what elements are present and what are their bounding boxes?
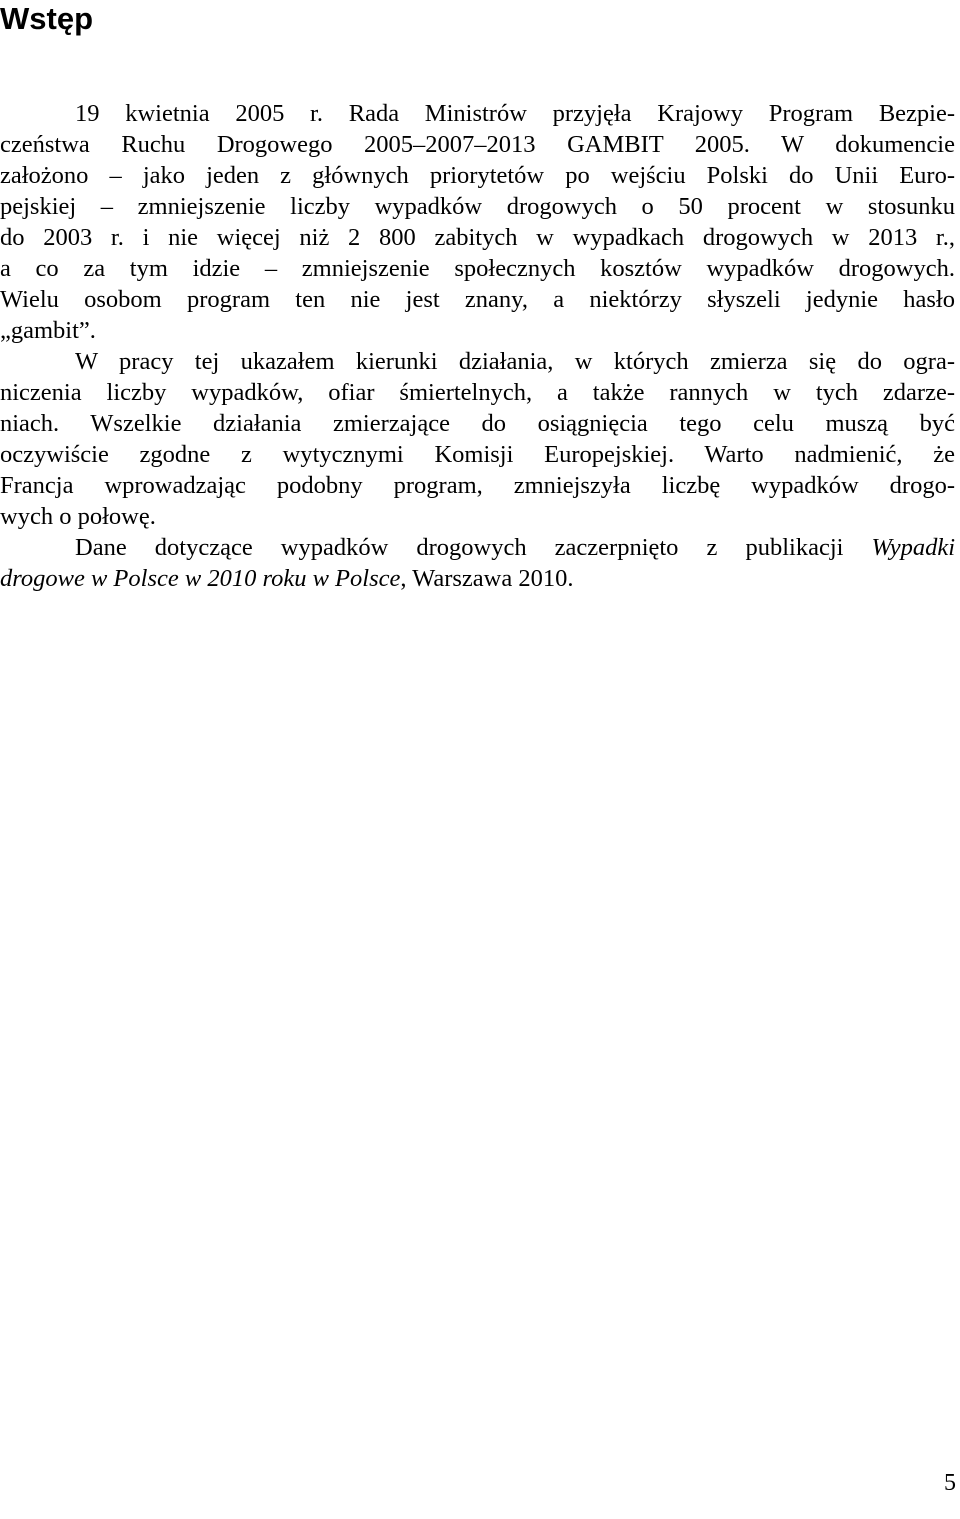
text-line (0, 563, 955, 594)
text-line: „gambit”. (0, 317, 96, 344)
text-line: do 2003 r. i nie więcej niż 2 800 zabitych w wypadkach drogowych w 2013 r., (0, 224, 955, 251)
text-line: niczenia liczby wypadków, ofiar śmiertelnych, a także rannych w tych zdarze- (0, 379, 955, 406)
text-line: założono – jako jeden z głównych priorytetów po wejściu Polski do Unii Euro- (0, 162, 955, 189)
text-line: a co za tym idzie – zmniejszenie społecznych kosztów wypadków drogowych. (0, 255, 955, 282)
section-heading: Wstęp (0, 1, 93, 36)
text-line (0, 532, 955, 563)
paragraph-2 (0, 346, 955, 532)
text-line: czeństwa Ruchu Drogowego 2005–2007–2013 GAMBIT 2005. W dokumencie (0, 131, 955, 158)
document-body (0, 98, 955, 594)
page-number: 5 (944, 1470, 956, 1496)
text-line: wych o połowę. (0, 503, 156, 530)
paragraph-1 (0, 98, 955, 346)
publication-title: drogowe w Polsce w 2010 roku w Polsce (0, 565, 401, 592)
text-line: Francja wprowadzając podobny program, zmniejszyła liczbę wypadków drogo- (0, 472, 955, 499)
text-line: niach. Wszelkie działania zmierzające do osiągnięcia tego celu muszą być (0, 410, 955, 437)
publication-title: Wypadki (871, 534, 955, 561)
paragraph-3 (0, 532, 955, 594)
text-line: oczywiście zgodne z wytycznymi Komisji Europejskiej. Warto nadmienić, że (0, 441, 955, 468)
text-segment: , Warszawa 2010. (400, 565, 574, 592)
text-line: Wielu osobom program ten nie jest znany, a niektórzy słyszeli jedynie hasło (0, 286, 955, 313)
text-line: W pracy tej ukazałem kierunki działania, w których zmierza się do ogra- (75, 348, 955, 375)
text-line: pejskiej – zmniejszenie liczby wypadków drogowych o 50 procent w stosunku (0, 193, 955, 220)
text-line: 19 kwietnia 2005 r. Rada Ministrów przyjęła Krajowy Program Bezpie- (75, 100, 955, 127)
text-segment: Dane dotyczące wypadków drogowych zaczerpnięto z publikacji (75, 534, 872, 561)
